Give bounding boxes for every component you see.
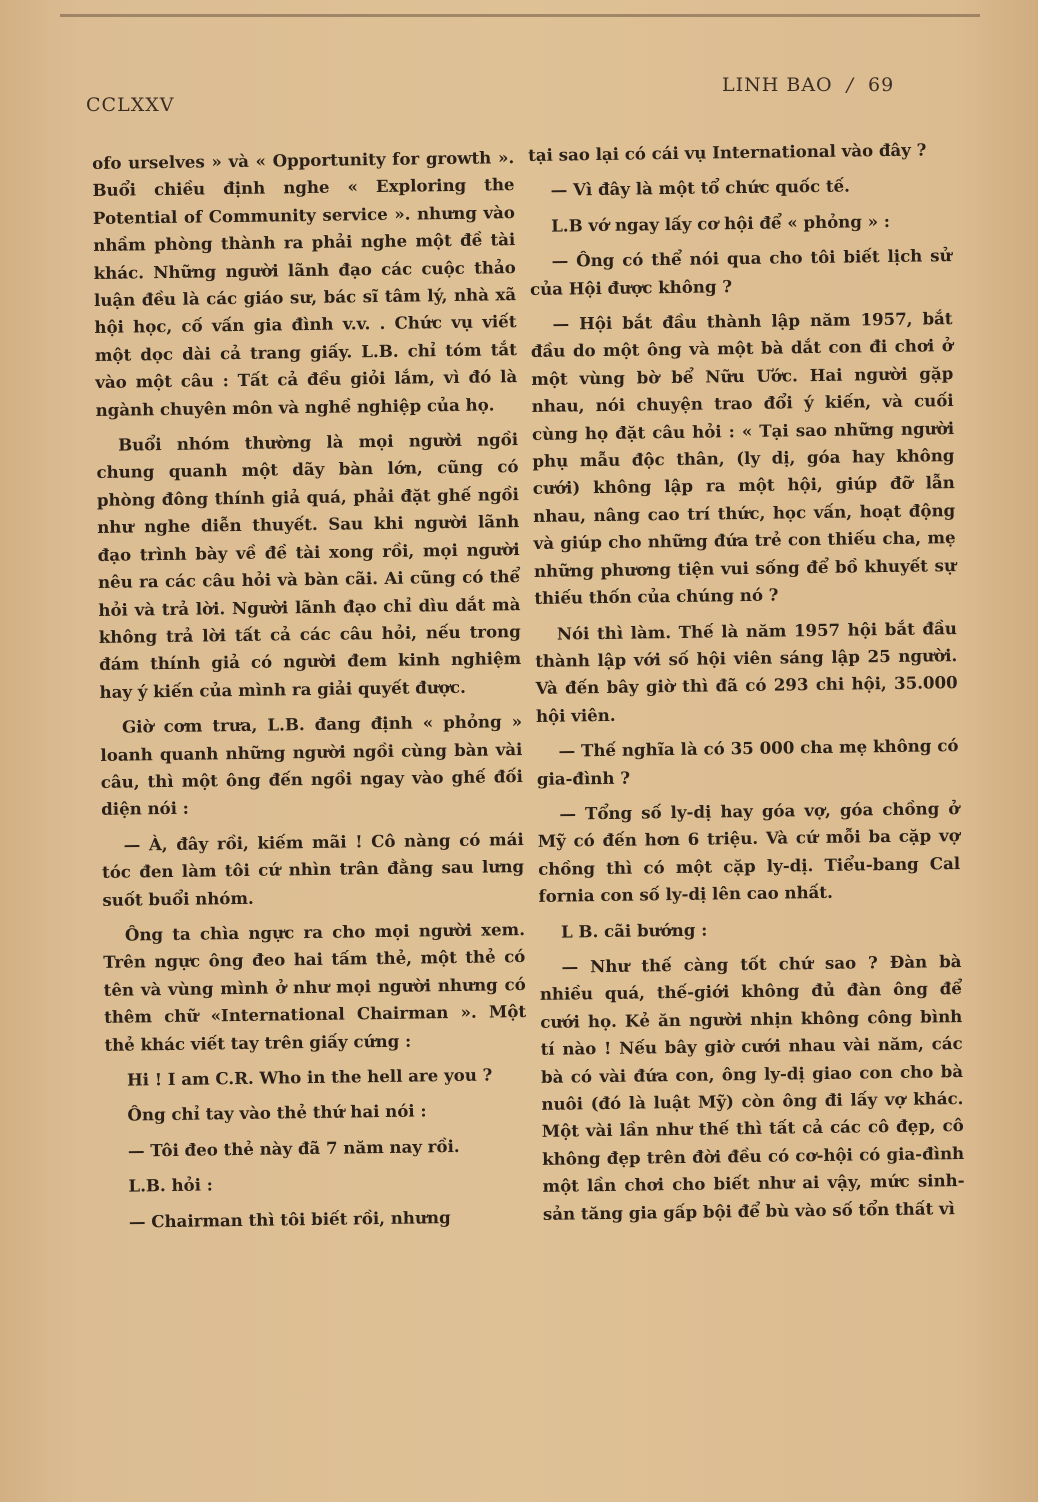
right-column	[528, 136, 965, 1236]
paragraph: — Tôi đeo thẻ này đã 7 năm nay rồi.	[127, 1135, 460, 1161]
page-number: 69	[868, 74, 895, 96]
paragraph: L.B vớ ngay lấy cơ hội để « phỏng » :	[551, 210, 891, 236]
paragraph: Ông chỉ tay vào thẻ thứ hai nói :	[127, 1100, 427, 1126]
running-separator: /	[846, 74, 855, 96]
paragraph: Giờ cơm trưa, L.B. đang định « phỏng » loanh quanh những người ngồi cùng bàn vài câu, thì một ông đến ngồi ngay vào ghế đối diện nói :	[100, 711, 523, 820]
paragraph: — Tổng số ly-dị hay góa vợ, góa chồng ở Mỹ có đến hơn 6 triệu. Và cứ mỗi ba cặp vợ chồng thì có một cặp ly-dị. Tiểu-bang Cal fornia con số ly-dị lên cao nhất.	[537, 797, 961, 907]
paragraph: Hi ! I am C.R. Who in the hell are you ?	[126, 1064, 493, 1090]
paragraph: — Hội bắt đầu thành lập năm 1957, bắt đầu do một ông và một bà dắt con đi chơi ở một vùng bờ bể Nữu Ước. Hai người gặp nhau, nói chuyện trao đổi ý kiến, và cuối cùng họ đặt câu hỏi : « Tại sao những người phụ mẫu độc thân, (ly dị, góa hay không cưới) không lập ra một hội, giúp đỡ lẫn nhau, nâng cao trí thức, học vấn, hoạt động và giúp cho những đứa trẻ con thiếu cha, mẹ những phương tiện vui sống để bồ khuyết sự thiếu thốn của chúng nó ?	[530, 308, 957, 609]
paragraph: — Ông có thể nói qua cho tôi biết lịch sử của Hội được không ?	[529, 245, 952, 299]
running-head-left: CCLXXV	[86, 94, 175, 116]
paragraph: ofo urselves » và « Opportunity for growth ». Buổi chiều định nghe « Exploring the Potential of Community service ». nhưng vào nhầm phòng thành ra phải nghe một đề tài khác. Những người lãnh đạo các cuộc thảo luận đều là các giáo sư, bác sĩ tâm lý, nhà xã hội học, cố vấn gia đình v.v. . Chức vụ viết một dọc dài cả trang giấy. L.B. chỉ tóm tắt vào một câu : Tất cả đều giỏi lắm, vì đó là ngành chuyên môn và nghề nghiệp của họ.	[92, 147, 518, 420]
paragraph: — Chairman thì tôi biết rồi, nhưng	[128, 1206, 451, 1232]
paragraph: Buổi nhóm thường là mọi người ngồi chung quanh một dãy bàn lớn, cũng có phòng đông thính giả quá, phải đặt ghế ngồi như nghe diễn thuyết. Sau khi người lãnh đạo trình bày về đề tài xong rồi, mọi người nêu ra các câu hỏi và bàn cãi. Ai cũng có thể hỏi và trả lời. Người lãnh đạo chỉ dìu dắt mà không trả lời tất cả các câu hỏi, nếu trong đám thính giả có người đem kinh nghiệm hay ý kiến của mình ra giải quyết được.	[96, 429, 522, 702]
paragraph: tại sao lại có cái vụ International vào đây ?	[528, 139, 927, 165]
paragraph: Ông ta chìa ngực ra cho mọi người xem. Trên ngực ông đeo hai tấm thẻ, một thẻ có tên và vùng mình ở như mọi người nhưng có thêm chữ «International Chairman ». Một thẻ khác viết tay trên giấy cứng :	[103, 919, 527, 1055]
paragraph: — Thế nghĩa là có 35 000 cha mẹ không có gia-đình ?	[536, 735, 959, 789]
paragraph: — Vì đây là một tổ chức quốc tế.	[550, 175, 851, 201]
paragraph: — À, đây rồi, kiếm mãi ! Cô nàng có mái tóc đen làm tôi cứ nhìn trân đằng sau lưng suốt buổi nhóm.	[101, 828, 525, 910]
paragraph: — Như thế càng tốt chứ sao ? Đàn bà nhiều quá, thế-giới không đủ đàn ông để cưới họ. Kẻ ăn người nhịn không công bình tí nào ! Nếu bây giờ cưới nhau vài năm, các bà có vài đứa con, ông ly-dị giao con cho bà nuôi (đó là luật Mỹ) còn ông đi lấy vợ khác. Một vài lần như thế thì tất cả các cô đẹp, cô không đẹp trên đời đều có cơ-hội có gia-đình một lần chơi cho biết như ai vậy, mức sinh-sản tăng gia gấp bội để bù vào số tổn thất vì	[539, 950, 965, 1224]
paragraph: Nói thì làm. Thế là năm 1957 hội bắt đầu thành lập với số hội viên sáng lập 25 người. Và đến bây giờ thì đã có 293 chi hội, 35.000 hội viên.	[535, 617, 958, 726]
running-title: LINH BAO	[722, 74, 833, 96]
running-head-right	[722, 74, 894, 96]
paragraph: L B. cãi bướng :	[560, 919, 708, 942]
left-column	[92, 144, 529, 1244]
paragraph: L.B. hỏi :	[128, 1174, 213, 1196]
top-rule	[60, 14, 980, 17]
